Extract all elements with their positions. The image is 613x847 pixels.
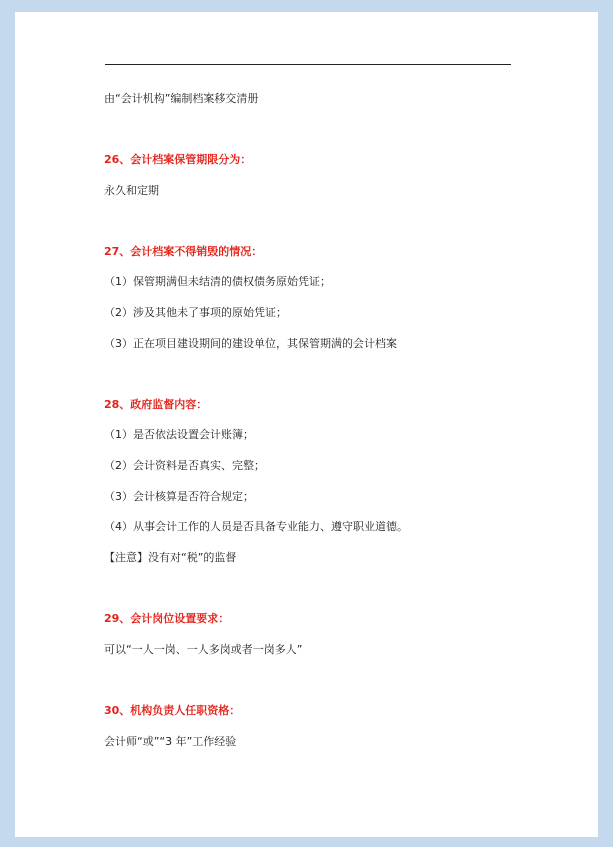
section-27-line-3: （3）正在项目建设期间的建设单位，其保管期满的会计档案 — [104, 337, 397, 350]
section-28-line-2: （2）会计资料是否真实、完整； — [104, 459, 265, 472]
section-26-line-1: 永久和定期 — [104, 184, 159, 197]
section-26-heading: 26、会计档案保管期限分为： — [104, 153, 252, 166]
horizontal-rule — [105, 64, 511, 65]
intro-line: 由“会计机构”编制档案移交清册 — [104, 92, 259, 105]
section-30-heading: 30、机构负责人任职资格： — [104, 704, 241, 717]
section-28-line-1: （1）是否依法设置会计账簿； — [104, 428, 254, 441]
section-28-line-3: （3）会计核算是否符合规定； — [104, 490, 254, 503]
section-27-heading: 27、会计档案不得销毁的情况： — [104, 245, 263, 258]
section-28-heading: 28、政府监督内容： — [104, 398, 208, 411]
section-30-line-1: 会计师“或”“3 年”工作经验 — [104, 735, 237, 748]
section-27-line-2: （2）涉及其他未了事项的原始凭证； — [104, 306, 287, 319]
document-page — [15, 12, 598, 837]
section-29-line-1: 可以“一人一岗、一人多岗或者一岗多人” — [104, 643, 303, 656]
section-29-heading: 29、会计岗位设置要求： — [104, 612, 230, 625]
section-27-line-1: （1）保管期满但未结清的债权债务原始凭证； — [104, 275, 331, 288]
section-28-note: 【注意】没有对“税”的监督 — [104, 551, 237, 564]
section-28-line-4: （4）从事会计工作的人员是否具备专业能力、遵守职业道德。 — [104, 520, 408, 533]
